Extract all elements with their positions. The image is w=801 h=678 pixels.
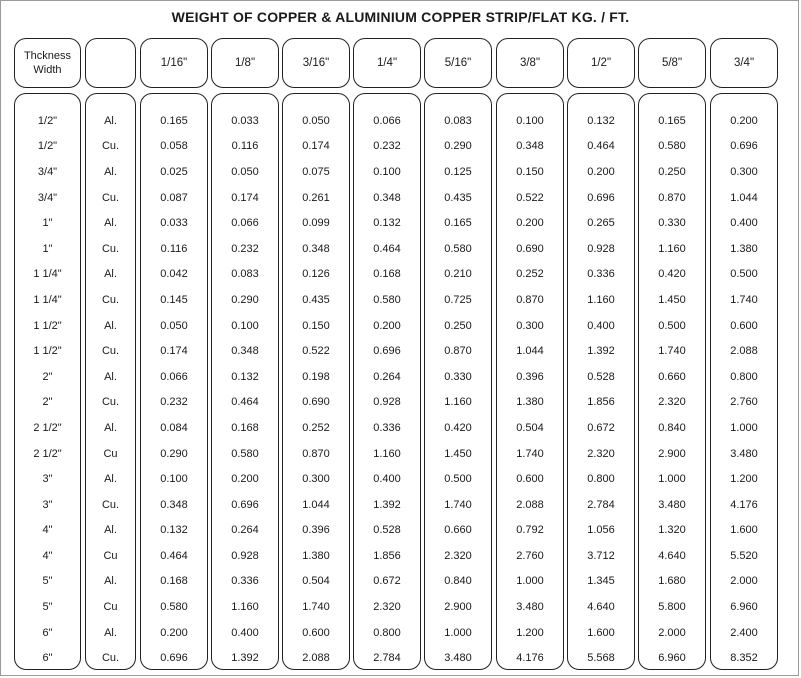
weight-value: 2.900 bbox=[444, 601, 472, 614]
weight-value: 3.480 bbox=[444, 652, 472, 665]
weight-value: 1.740 bbox=[516, 447, 544, 460]
weight-value: 0.420 bbox=[658, 268, 686, 281]
page-title: WEIGHT OF COPPER & ALUMINIUM COPPER STRIP/FLAT KG. / FT. bbox=[171, 9, 630, 25]
header-cell-thickness bbox=[353, 38, 421, 88]
width-value: 2" bbox=[42, 396, 53, 409]
weight-value: 2.320 bbox=[587, 447, 615, 460]
weight-value: 0.725 bbox=[444, 293, 472, 306]
weight-value: 0.290 bbox=[444, 140, 472, 153]
weight-value: 2.760 bbox=[730, 396, 758, 409]
width-value: 4" bbox=[42, 524, 53, 537]
weight-value: 0.025 bbox=[160, 165, 188, 178]
weight-value: 0.464 bbox=[373, 242, 401, 255]
weight-value: 1.856 bbox=[587, 396, 615, 409]
width-value: 1/2" bbox=[37, 140, 58, 153]
weight-value: 0.132 bbox=[160, 524, 188, 537]
column-thickness bbox=[211, 93, 279, 670]
weight-value: 0.690 bbox=[516, 242, 544, 255]
weight-value: 5.520 bbox=[730, 549, 758, 562]
weight-value: 0.145 bbox=[160, 293, 188, 306]
header-cell-thickness bbox=[424, 38, 492, 88]
weight-value: 0.870 bbox=[444, 345, 472, 358]
width-value: 3/4" bbox=[37, 191, 58, 204]
weight-value: 4.640 bbox=[658, 549, 686, 562]
weight-value: 2.088 bbox=[730, 345, 758, 358]
weight-value: 0.696 bbox=[373, 345, 401, 358]
material-value: Cu. bbox=[101, 191, 120, 204]
width-value: 1" bbox=[42, 242, 53, 255]
weight-value: 0.066 bbox=[160, 370, 188, 383]
weight-value: 1.380 bbox=[516, 396, 544, 409]
weight-value: 0.087 bbox=[160, 191, 188, 204]
weight-value: 0.264 bbox=[373, 370, 401, 383]
weight-value: 0.580 bbox=[160, 601, 188, 614]
weight-value: 0.200 bbox=[587, 165, 615, 178]
weight-value: 0.600 bbox=[730, 319, 758, 332]
weight-value: 1.740 bbox=[444, 498, 472, 511]
weight-value: 0.300 bbox=[730, 165, 758, 178]
weight-value: 0.165 bbox=[160, 114, 188, 127]
weight-value: 1.044 bbox=[516, 345, 544, 358]
thickness-label: 3/16" bbox=[302, 57, 330, 69]
weight-value: 0.800 bbox=[730, 370, 758, 383]
weight-value: 1.200 bbox=[516, 626, 544, 639]
weight-value: 0.348 bbox=[231, 345, 259, 358]
weight-value: 0.066 bbox=[231, 217, 259, 230]
weight-value: 0.290 bbox=[160, 447, 188, 460]
weight-value: 0.840 bbox=[444, 575, 472, 588]
weight-value: 1.392 bbox=[373, 498, 401, 511]
weight-value: 1.380 bbox=[302, 549, 330, 562]
weight-value: 0.792 bbox=[516, 524, 544, 537]
weight-value: 2.400 bbox=[730, 626, 758, 639]
weight-value: 0.600 bbox=[302, 626, 330, 639]
material-value: Al. bbox=[104, 319, 117, 332]
weight-value: 2.000 bbox=[658, 626, 686, 639]
weight-value: 0.290 bbox=[231, 293, 259, 306]
weight-value: 0.132 bbox=[373, 217, 401, 230]
weight-value: 0.125 bbox=[444, 165, 472, 178]
weight-value: 0.464 bbox=[160, 549, 188, 562]
weight-value: 0.330 bbox=[444, 370, 472, 383]
weight-value: 2.088 bbox=[516, 498, 544, 511]
weight-value: 1.740 bbox=[730, 293, 758, 306]
weight-value: 0.252 bbox=[516, 268, 544, 281]
weight-value: 0.100 bbox=[373, 165, 401, 178]
width-value: 2" bbox=[42, 370, 53, 383]
weight-value: 0.330 bbox=[658, 217, 686, 230]
thickness-label: 3/8" bbox=[519, 57, 541, 69]
weight-value: 1.380 bbox=[730, 242, 758, 255]
thickness-label: 1/4" bbox=[376, 57, 398, 69]
column-thickness bbox=[140, 93, 208, 670]
weight-value: 1.856 bbox=[373, 549, 401, 562]
weight-value: 0.252 bbox=[302, 421, 330, 434]
width-value: 2 1/2" bbox=[33, 447, 62, 460]
header-cell-thickness bbox=[211, 38, 279, 88]
weight-value: 2.784 bbox=[373, 652, 401, 665]
header-cell-material bbox=[85, 38, 136, 88]
weight-value: 0.800 bbox=[587, 473, 615, 486]
weight-value: 2.900 bbox=[658, 447, 686, 460]
weight-value: 2.000 bbox=[730, 575, 758, 588]
material-value: Al. bbox=[104, 473, 117, 486]
weight-value: 0.210 bbox=[444, 268, 472, 281]
weight-value: 0.348 bbox=[302, 242, 330, 255]
thickness-label: 1/16" bbox=[160, 57, 188, 69]
weight-value: 0.348 bbox=[516, 140, 544, 153]
weight-value: 0.600 bbox=[516, 473, 544, 486]
weight-value: 0.168 bbox=[160, 575, 188, 588]
weight-value: 3.480 bbox=[516, 601, 544, 614]
header-cell-width bbox=[14, 38, 81, 88]
weight-value: 6.960 bbox=[658, 652, 686, 665]
material-value: Al. bbox=[104, 524, 117, 537]
weight-value: 0.396 bbox=[302, 524, 330, 537]
weight-value: 0.528 bbox=[587, 370, 615, 383]
weight-value: 0.696 bbox=[587, 191, 615, 204]
weight-value: 0.066 bbox=[373, 114, 401, 127]
column-thickness bbox=[496, 93, 564, 670]
weight-value: 6.960 bbox=[730, 601, 758, 614]
weight-value: 0.500 bbox=[444, 473, 472, 486]
weight-value: 1.320 bbox=[658, 524, 686, 537]
width-value: 3" bbox=[42, 473, 53, 486]
table-body bbox=[0, 93, 801, 670]
weight-value: 0.870 bbox=[516, 293, 544, 306]
weight-value: 1.000 bbox=[730, 421, 758, 434]
material-value: Cu. bbox=[101, 242, 120, 255]
weight-value: 1.000 bbox=[444, 626, 472, 639]
weight-value: 1.345 bbox=[587, 575, 615, 588]
weight-value: 0.400 bbox=[587, 319, 615, 332]
weight-value: 0.165 bbox=[444, 217, 472, 230]
width-value: 2 1/2" bbox=[33, 421, 62, 434]
material-value: Cu bbox=[103, 447, 118, 460]
weight-value: 1.160 bbox=[373, 447, 401, 460]
weight-value: 1.740 bbox=[658, 345, 686, 358]
column-material bbox=[85, 93, 136, 670]
weight-value: 0.504 bbox=[516, 421, 544, 434]
weight-value: 0.050 bbox=[231, 165, 259, 178]
weight-value: 0.435 bbox=[444, 191, 472, 204]
material-value: Al. bbox=[104, 421, 117, 434]
weight-value: 0.100 bbox=[231, 319, 259, 332]
width-value: 1 1/2" bbox=[33, 345, 62, 358]
weight-value: 3.480 bbox=[730, 447, 758, 460]
weight-value: 0.200 bbox=[730, 114, 758, 127]
weight-value: 0.232 bbox=[160, 396, 188, 409]
weight-value: 0.200 bbox=[231, 473, 259, 486]
weight-value: 0.132 bbox=[231, 370, 259, 383]
weight-value: 1.680 bbox=[658, 575, 686, 588]
column-thickness bbox=[638, 93, 706, 670]
header-cell-thickness bbox=[140, 38, 208, 88]
material-value: Cu bbox=[103, 601, 118, 614]
material-value: Al. bbox=[104, 626, 117, 639]
column-thickness bbox=[710, 93, 778, 670]
weight-value: 0.672 bbox=[373, 575, 401, 588]
weight-value: 0.500 bbox=[658, 319, 686, 332]
weight-value: 2.784 bbox=[587, 498, 615, 511]
weight-value: 0.042 bbox=[160, 268, 188, 281]
weight-value: 0.300 bbox=[302, 473, 330, 486]
weight-value: 1.392 bbox=[587, 345, 615, 358]
weight-value: 0.660 bbox=[658, 370, 686, 383]
weight-value: 0.058 bbox=[160, 140, 188, 153]
column-width bbox=[14, 93, 81, 670]
weight-value: 0.420 bbox=[444, 421, 472, 434]
weight-value: 0.336 bbox=[373, 421, 401, 434]
material-value: Cu. bbox=[101, 652, 120, 665]
weight-value: 0.232 bbox=[231, 242, 259, 255]
weight-value: 5.800 bbox=[658, 601, 686, 614]
weight-value: 0.800 bbox=[373, 626, 401, 639]
weight-value: 0.870 bbox=[302, 447, 330, 460]
weight-value: 2.320 bbox=[444, 549, 472, 562]
weight-value: 0.174 bbox=[160, 345, 188, 358]
weight-value: 0.033 bbox=[160, 217, 188, 230]
weight-value: 1.160 bbox=[587, 293, 615, 306]
weight-value: 5.568 bbox=[587, 652, 615, 665]
thickness-label: 5/8" bbox=[661, 57, 683, 69]
width-value: 1 1/4" bbox=[33, 293, 62, 306]
weight-value: 1.044 bbox=[730, 191, 758, 204]
header-thickness-label: Thckness bbox=[23, 50, 72, 62]
weight-value: 0.150 bbox=[516, 165, 544, 178]
weight-value: 0.100 bbox=[160, 473, 188, 486]
weight-value: 4.640 bbox=[587, 601, 615, 614]
weight-value: 0.116 bbox=[231, 140, 259, 153]
weight-value: 0.075 bbox=[302, 165, 330, 178]
weight-value: 0.500 bbox=[730, 268, 758, 281]
weight-value: 3.480 bbox=[658, 498, 686, 511]
weight-value: 3.712 bbox=[587, 549, 615, 562]
weight-value: 0.200 bbox=[373, 319, 401, 332]
weight-value: 0.174 bbox=[231, 191, 259, 204]
weight-value: 0.050 bbox=[160, 319, 188, 332]
weight-value: 0.580 bbox=[658, 140, 686, 153]
header-cell-thickness bbox=[710, 38, 778, 88]
weight-value: 0.696 bbox=[231, 498, 259, 511]
weight-value: 0.522 bbox=[302, 345, 330, 358]
weight-value: 0.200 bbox=[516, 217, 544, 230]
header-cell-thickness bbox=[638, 38, 706, 88]
weight-value: 4.176 bbox=[730, 498, 758, 511]
width-value: 5" bbox=[42, 601, 53, 614]
weight-value: 1.740 bbox=[302, 601, 330, 614]
weight-value: 0.400 bbox=[730, 217, 758, 230]
weight-value: 0.050 bbox=[302, 114, 330, 127]
width-value: 3/4" bbox=[37, 165, 58, 178]
weight-value: 0.580 bbox=[231, 447, 259, 460]
column-thickness bbox=[282, 93, 350, 670]
material-value: Al. bbox=[104, 217, 117, 230]
width-value: 1 1/4" bbox=[33, 268, 62, 281]
weight-value: 0.348 bbox=[160, 498, 188, 511]
weight-value: 0.150 bbox=[302, 319, 330, 332]
weight-value: 0.336 bbox=[231, 575, 259, 588]
material-value: Cu. bbox=[101, 140, 120, 153]
material-value: Al. bbox=[104, 268, 117, 281]
column-thickness bbox=[567, 93, 635, 670]
weight-value: 0.696 bbox=[160, 652, 188, 665]
material-value: Cu bbox=[103, 549, 118, 562]
weight-value: 0.928 bbox=[231, 549, 259, 562]
weight-value: 1.392 bbox=[231, 652, 259, 665]
weight-value: 0.168 bbox=[231, 421, 259, 434]
weight-value: 0.174 bbox=[302, 140, 330, 153]
weight-value: 1.160 bbox=[658, 242, 686, 255]
weight-value: 0.084 bbox=[160, 421, 188, 434]
material-value: Cu. bbox=[101, 498, 120, 511]
weight-value: 1.160 bbox=[444, 396, 472, 409]
weight-value: 0.464 bbox=[231, 396, 259, 409]
weight-value: 0.580 bbox=[444, 242, 472, 255]
weight-value: 0.435 bbox=[302, 293, 330, 306]
width-value: 4" bbox=[42, 549, 53, 562]
weight-value: 0.690 bbox=[302, 396, 330, 409]
width-value: 6" bbox=[42, 652, 53, 665]
weight-value: 0.116 bbox=[160, 242, 188, 255]
weight-value: 2.760 bbox=[516, 549, 544, 562]
material-value: Al. bbox=[104, 114, 117, 127]
weight-value: 0.528 bbox=[373, 524, 401, 537]
weight-value: 0.198 bbox=[302, 370, 330, 383]
weight-value: 1.000 bbox=[658, 473, 686, 486]
thickness-label: 5/16" bbox=[444, 57, 472, 69]
weight-value: 1.450 bbox=[658, 293, 686, 306]
header-row bbox=[0, 38, 801, 88]
width-value: 5" bbox=[42, 575, 53, 588]
weight-value: 0.083 bbox=[444, 114, 472, 127]
weight-value: 1.600 bbox=[730, 524, 758, 537]
weight-value: 1.044 bbox=[302, 498, 330, 511]
weight-value: 0.250 bbox=[444, 319, 472, 332]
column-thickness bbox=[424, 93, 492, 670]
weight-value: 1.000 bbox=[516, 575, 544, 588]
thickness-label: 3/4" bbox=[733, 57, 755, 69]
material-value: Al. bbox=[104, 165, 117, 178]
weight-value: 8.352 bbox=[730, 652, 758, 665]
weight-value: 0.261 bbox=[302, 191, 330, 204]
weight-value: 0.132 bbox=[587, 114, 615, 127]
weight-value: 0.464 bbox=[587, 140, 615, 153]
weight-value: 0.928 bbox=[373, 396, 401, 409]
weight-value: 0.660 bbox=[444, 524, 472, 537]
weight-value: 0.400 bbox=[373, 473, 401, 486]
width-value: 1 1/2" bbox=[33, 319, 62, 332]
weight-value: 0.928 bbox=[587, 242, 615, 255]
weight-value: 0.083 bbox=[231, 268, 259, 281]
material-value: Cu. bbox=[101, 293, 120, 306]
weight-value: 0.400 bbox=[231, 626, 259, 639]
weight-value: 0.099 bbox=[302, 217, 330, 230]
weight-value: 0.504 bbox=[302, 575, 330, 588]
weight-value: 0.264 bbox=[231, 524, 259, 537]
weight-value: 2.320 bbox=[373, 601, 401, 614]
weight-value: 0.348 bbox=[373, 191, 401, 204]
weight-value: 0.396 bbox=[516, 370, 544, 383]
weight-value: 0.696 bbox=[730, 140, 758, 153]
material-value: Al. bbox=[104, 575, 117, 588]
weight-value: 0.522 bbox=[516, 191, 544, 204]
weight-value: 2.088 bbox=[302, 652, 330, 665]
weight-value: 0.250 bbox=[658, 165, 686, 178]
weight-value: 1.160 bbox=[231, 601, 259, 614]
header-cell-thickness bbox=[282, 38, 350, 88]
header-material-label bbox=[86, 39, 135, 87]
weight-value: 0.126 bbox=[302, 268, 330, 281]
weight-value: 0.265 bbox=[587, 217, 615, 230]
material-value: Cu. bbox=[101, 396, 120, 409]
weight-value: 4.176 bbox=[516, 652, 544, 665]
width-value: 6" bbox=[42, 626, 53, 639]
weight-value: 0.840 bbox=[658, 421, 686, 434]
header-cell-thickness bbox=[567, 38, 635, 88]
weight-value: 0.033 bbox=[231, 114, 259, 127]
weight-value: 0.870 bbox=[658, 191, 686, 204]
weight-value: 0.232 bbox=[373, 140, 401, 153]
width-value: 1/2" bbox=[37, 114, 58, 127]
weight-value: 0.672 bbox=[587, 421, 615, 434]
weight-value: 0.300 bbox=[516, 319, 544, 332]
weight-value: 0.336 bbox=[587, 268, 615, 281]
weight-value: 0.580 bbox=[373, 293, 401, 306]
column-thickness bbox=[353, 93, 421, 670]
width-value: 1" bbox=[42, 217, 53, 230]
weight-value: 1.056 bbox=[587, 524, 615, 537]
weight-value: 0.100 bbox=[516, 114, 544, 127]
material-value: Al. bbox=[104, 370, 117, 383]
material-value: Cu. bbox=[101, 345, 120, 358]
header-cell-thickness bbox=[496, 38, 564, 88]
weight-value: 0.200 bbox=[160, 626, 188, 639]
weight-value: 0.165 bbox=[658, 114, 686, 127]
weight-value: 1.200 bbox=[730, 473, 758, 486]
weight-value: 1.450 bbox=[444, 447, 472, 460]
header-width-label: Width bbox=[33, 64, 62, 76]
weight-value: 0.168 bbox=[373, 268, 401, 281]
width-value: 3" bbox=[42, 498, 53, 511]
weight-value: 1.600 bbox=[587, 626, 615, 639]
thickness-label: 1/2" bbox=[590, 57, 612, 69]
weight-value: 2.320 bbox=[658, 396, 686, 409]
thickness-label: 1/8" bbox=[234, 57, 256, 69]
